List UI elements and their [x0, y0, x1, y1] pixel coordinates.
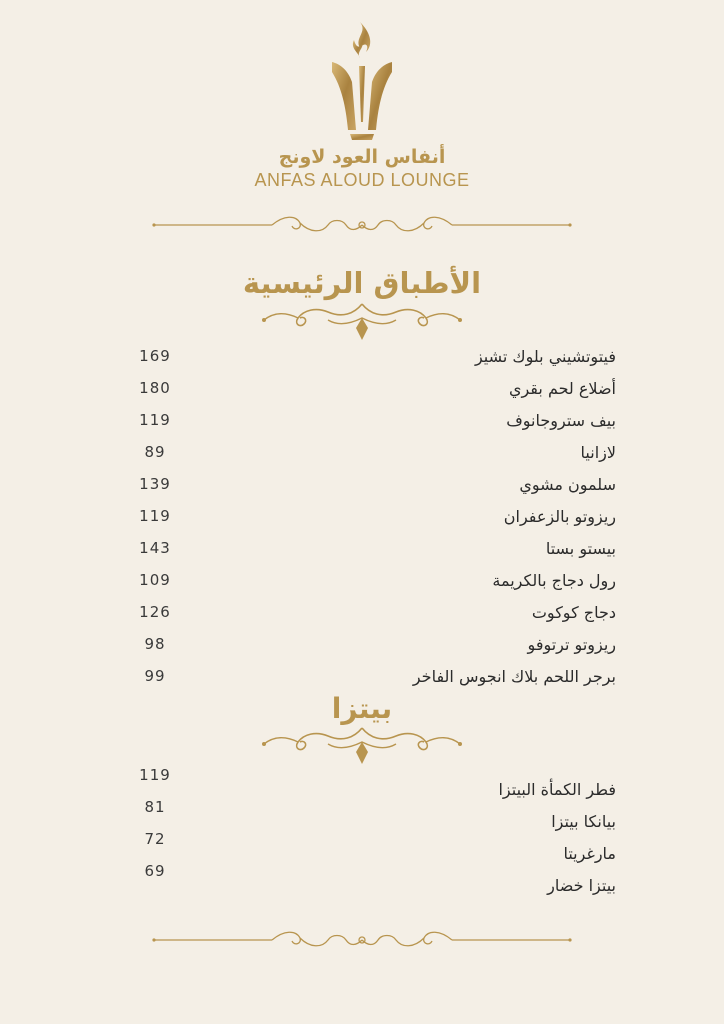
- item-name: دجاج كوكوت: [531, 602, 616, 622]
- item-price: 119: [139, 411, 171, 429]
- item-name: فيتوتشيني بلوك تشيز: [474, 346, 616, 366]
- menu-item: [130, 598, 616, 626]
- scroll-ornament-icon: [258, 722, 466, 766]
- menu-item: [130, 406, 616, 434]
- menu-item: [130, 534, 616, 562]
- pizza-title: بيتزا: [331, 692, 393, 725]
- menu-item: [130, 566, 616, 594]
- item-price: 69: [144, 862, 166, 880]
- menu-item: [130, 830, 616, 863]
- item-name: رول دجاج بالكريمة: [492, 570, 616, 590]
- menu-item: [130, 630, 616, 658]
- item-name: بيانكا بيتزا: [551, 811, 616, 831]
- item-name: أضلاع لحم بقري: [508, 378, 616, 398]
- item-price: 99: [144, 667, 166, 685]
- item-price: 81: [144, 798, 166, 816]
- item-name: لازانيا: [580, 442, 616, 462]
- menu-item: [130, 766, 616, 799]
- menu-item: [130, 438, 616, 466]
- item-price: 119: [139, 766, 171, 784]
- item-name: بيتزا خضار: [547, 875, 616, 895]
- item-price: 89: [144, 443, 166, 461]
- menu-item: [130, 342, 616, 370]
- menu-item: [130, 862, 616, 895]
- brand-name-arabic: أنفاس العود لاونج: [278, 146, 446, 168]
- item-name: بيستو بستا: [545, 538, 616, 558]
- item-price: 98: [144, 635, 166, 653]
- item-name: ريزوتو بالزعفران: [503, 506, 616, 526]
- menu-item: [130, 502, 616, 530]
- main-dishes-title: الأطباق الرئيسية: [242, 266, 482, 300]
- item-price: 169: [139, 347, 171, 365]
- bottom-divider-ornament: [150, 928, 574, 952]
- item-name: مارغريتا: [563, 843, 616, 863]
- menu-item: [130, 662, 616, 690]
- item-name: سلمون مشوي: [519, 474, 616, 494]
- item-price: 119: [139, 507, 171, 525]
- item-price: 180: [139, 379, 171, 397]
- scroll-ornament-icon: [258, 298, 466, 342]
- logo-emblem-icon: [330, 18, 394, 142]
- top-divider-ornament: [150, 213, 574, 237]
- menu-item: [130, 470, 616, 498]
- menu-item: [130, 798, 616, 831]
- item-price: 109: [139, 571, 171, 589]
- item-name: بيف ستروجانوف: [506, 410, 616, 430]
- item-price: 126: [139, 603, 171, 621]
- item-price: 72: [144, 830, 166, 848]
- brand-logo: [0, 18, 724, 191]
- brand-name-english: ANFAS ALOUD LOUNGE: [254, 170, 470, 190]
- item-price: 139: [139, 475, 171, 493]
- item-name: فطر الكمأة البيتزا: [498, 779, 616, 799]
- item-name: ريزوتو ترتوفو: [527, 634, 616, 654]
- item-name: برجر اللحم بلاك انجوس الفاخر: [412, 666, 616, 686]
- menu-item: [130, 374, 616, 402]
- item-price: 143: [139, 539, 171, 557]
